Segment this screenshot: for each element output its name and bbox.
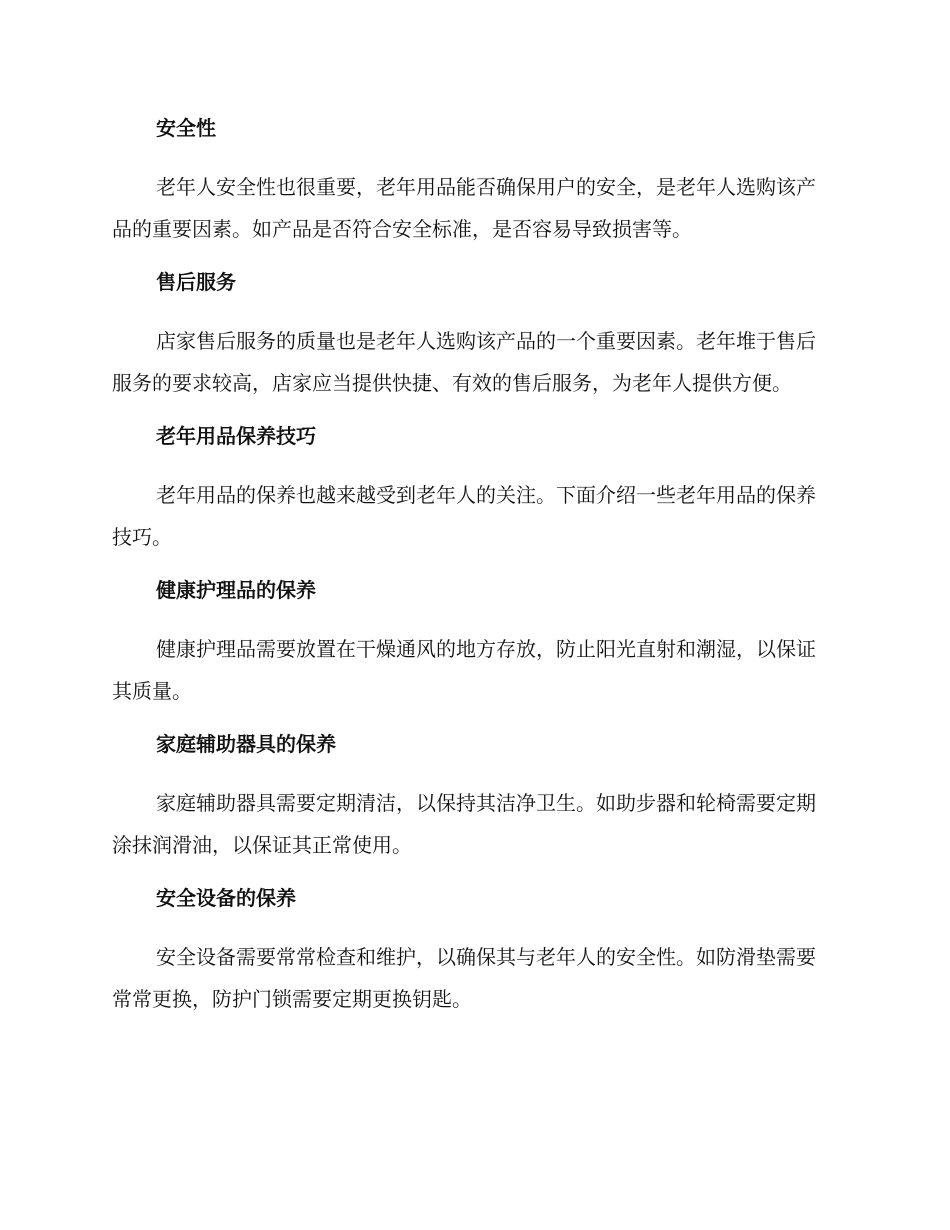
section-heading: 家庭辅助器具的保养 [156, 732, 336, 756]
section-safety-equipment-maintenance [112, 884, 830, 1020]
section-paragraph: 安全设备需要常常检查和维护，以确保其与老年人的安全性。如防滑垫需要常常更换，防护门锁需要定期更换钥匙。 [112, 945, 816, 1011]
section-assistive-device-maintenance [112, 730, 830, 866]
section-paragraph: 店家售后服务的质量也是老年人选购该产品的一个重要因素。老年堆于售后服务的要求较高，店家应当提供快捷、有效的售后服务，为老年人提供方便。 [112, 329, 816, 395]
section-heading: 健康护理品的保养 [156, 578, 316, 602]
section-safety [112, 114, 830, 250]
section-maintenance-tips [112, 422, 830, 558]
section-paragraph: 老年用品的保养也越来越受到老年人的关注。下面介绍一些老年用品的保养技巧。 [112, 483, 816, 549]
section-heading: 安全设备的保养 [156, 886, 296, 910]
section-paragraph: 家庭辅助器具需要定期清洁，以保持其洁净卫生。如助步器和轮椅需要定期涂抹润滑油，以保证其正常使用。 [112, 791, 816, 857]
section-after-sales-service [112, 268, 830, 404]
section-heading: 售后服务 [156, 270, 236, 294]
section-heading: 安全性 [156, 116, 216, 140]
section-paragraph: 健康护理品需要放置在干燥通风的地方存放，防止阳光直射和潮湿，以保证其质量。 [112, 637, 816, 703]
section-heading: 老年用品保养技巧 [156, 424, 316, 448]
section-health-care-maintenance [112, 576, 830, 712]
section-paragraph: 老年人安全性也很重要，老年用品能否确保用户的安全，是老年人选购该产品的重要因素。如产品是否符合安全标准，是否容易导致损害等。 [112, 175, 816, 241]
